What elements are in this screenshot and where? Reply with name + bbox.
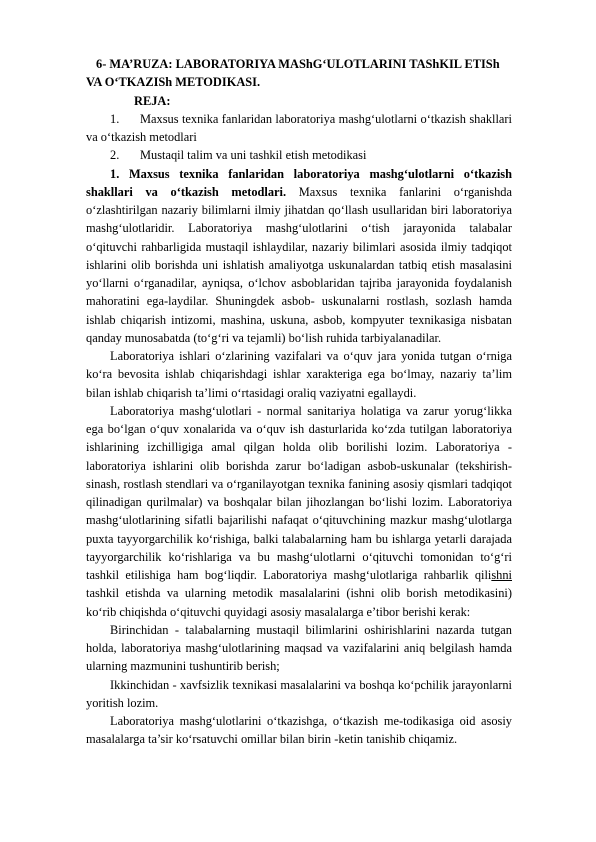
plan-item-number: 1. <box>110 111 120 126</box>
paragraph-lab-role: Laboratoriya ishlari o‘zlarining vazifalari va o‘quv jara yonida tutgan o‘rniga ko‘ra bevosita ishlab chiqarishdagi ishlar xarakteriga ega bo‘lmay, nazariy ta’lim bilan ishlab chiqarish ta’limi o‘rtasidagi oraliq vaziyatni egallaydi. <box>86 349 512 400</box>
underlined-text: shni <box>491 568 512 582</box>
plan-item-number: 2. <box>110 148 120 163</box>
plan-item-2 <box>86 146 512 164</box>
plan-label: REJA: <box>134 93 171 108</box>
section-1-paragraph <box>86 165 512 348</box>
section-1-heading: 1. Maxsus texnika fanlaridan laboratoriya mashg‘ulotlarni o‘tkazish shakllari va o‘tkazish metodlari. <box>86 166 512 199</box>
plan-item-text: Mustaqil talim va uni tashkil etish metodikasi <box>140 148 367 163</box>
paragraph-first: Birinchidan - talabalarning mustaqil bilimlarini oshirishlarini nazarda tutgan holda, laboratoriya mashg‘ulotlarining maqsad va vazifalarini aniq belgilash hamda ularning mazmunini tushuntirib berish; <box>86 622 512 674</box>
paragraph-lab-conditions <box>86 402 512 621</box>
lecture-title: 6- MA’RUZA: LABORATORIYA MAShG‘ULOTLARINI TAShKIL ETISh VA O‘TKAZISh METODIKASI. <box>86 57 500 90</box>
section-1-body: Maxsus texnika fanlarini o‘rganishda o‘zlashtirilgan nazariy bilimlarni ilmiy jihatdan qo‘llash usullaridan biri laboratoriya mashg‘ulotlaridir. Laboratoriya mashg‘ulotlarini o‘tish jarayonida talabalar o‘qituvchi rahbarligida mustaqil ishlaydilar, nazariy bilimlari asosida ilmiy tadqiqot ishlarini olib borishda uni ishlatish amaliyotga uskunalardan tatbiq etish masalasini yo‘llarni o‘rganadilar, ayniqsa, o‘lchov asboblaridan tajriba jarayonida foydalanish mahoratini ega-laydilar. Shuningdek asbob- uskunalarni rostlash, sozlash hamda ishlab chiqarish intizomi, mashina, uskuna, asbob, kompyuter texnikasiga nisbatan qanday munosabatda (to‘g‘ri va tejamli) bo‘lish ruhida tarbiyalanadilar. <box>86 184 512 345</box>
document-page <box>86 55 512 749</box>
paragraph-text: tashkil etishda va ularning metodik masalalarini (ishni olib borish metodikasini) ko‘rib chiqishda o‘qituvchi quyidagi asosiy masalalarga e’tibor berishi kerak: <box>86 586 512 619</box>
paragraph-text: Laboratoriya mashg‘ulotlari - normal sanitariya holatiga va zarur yorug‘likka ega bo‘lgan o‘quv xonalarida va o‘quv ish dasturlarida ko‘zda tutilgan laboratoriya ishlarining izchilligiga amal qilgan holda olib borilishi lozim. Laboratoriya - laboratoriya ishlarini olib borishda zarur bo‘ladigan asbob-uskunalar (tekshirish-sinash, rostlash stendlari va o‘rganilayotgan texnika fanining asosiy qismlari tadqiqot qilinadigan qurilmalar) va boshqalar bilan jihozlangan bo‘lishi lozim. Laboratoriya mashg‘ulotlarining sifatli bajarilishi nafaqat o‘qituvchining mazkur mashg‘ulotlarga puxta tayyorgarchilik ko‘rishiga, balki talabalarning ham bu ishlarga yetarli darajada tayyorgarchilik ko‘rishlariga va bu mashg‘ulotlarni o‘qituvchi tomonidan to‘g‘ri tashkil etilishiga ham bog‘liqdir. Laboratoriya mashg‘ulotlariga rahbarlik qili <box>86 403 512 582</box>
plan-item-1 <box>86 110 512 147</box>
plan-item-text: Maxsus texnika fanlaridan laboratoriya mashg‘ulotlarni o‘tkazish shakllari va o‘tkazish metodlari <box>86 111 512 144</box>
paragraph-second: Ikkinchidan - xavfsizlik texnikasi masalalarini va boshqa ko‘pchilik jarayonlarni yoritish lozim. <box>86 677 512 710</box>
paragraph-closing: Laboratoriya mashg‘ulotlarini o‘tkazishga, o‘tkazish me-todikasiga oid asosiy masalalarga ta’sir ko‘rsatuvchi omillar bilan birin -ketin tanishib chiqamiz. <box>86 714 512 747</box>
